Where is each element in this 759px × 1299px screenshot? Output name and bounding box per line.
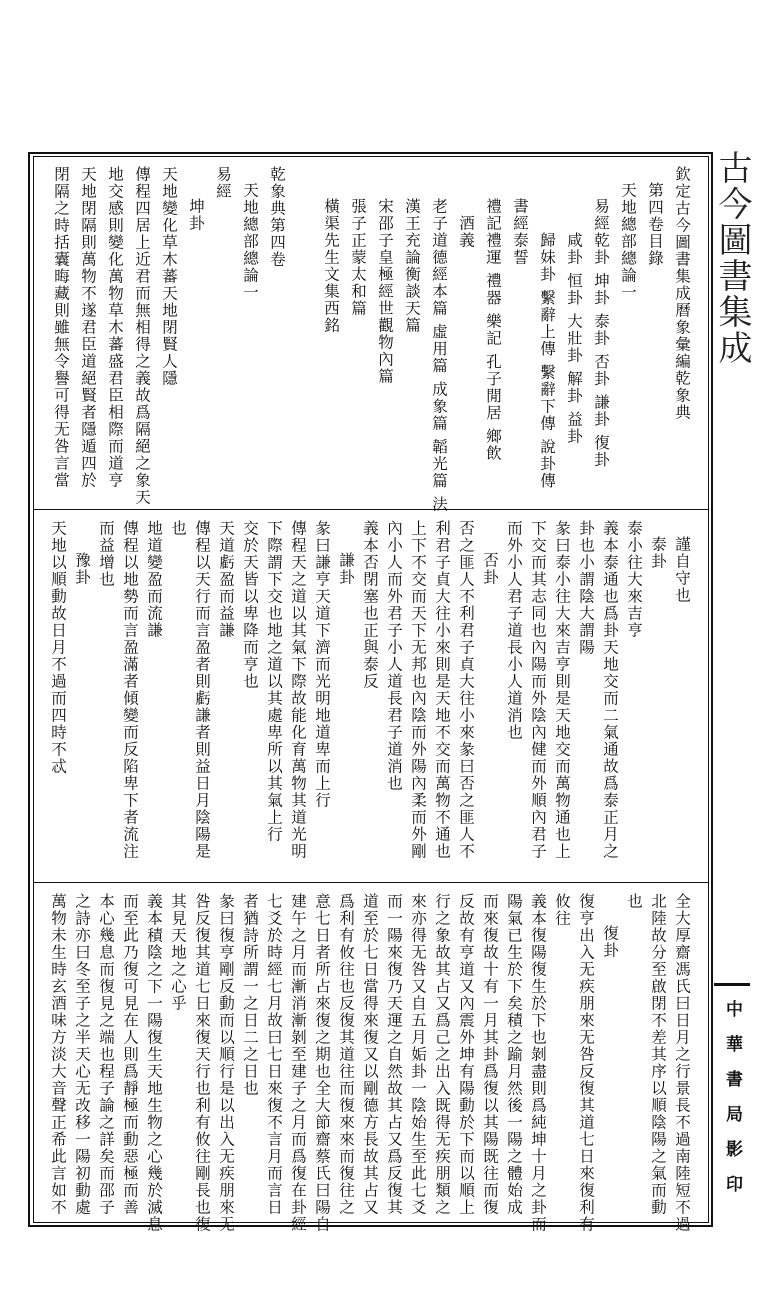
text-column: 酒義 [457,198,475,249]
text-column: 坤卦 [187,198,205,232]
text-column: 本心幾息而復見之端也程子論之詳矣而邵子 [97,893,115,1216]
text-column: 老子道德經本篇 虛用篇 成象篇 韜光篇 法 [430,198,448,513]
text-column: 北陸故分至啟閉不差其序以順陰陽之氣而動 [649,893,667,1216]
text-column: 橫渠先生文集西銘 [322,198,340,334]
spine-title: 古今圖書集成 [712,150,752,366]
publisher-char: 華 [722,1035,742,1070]
text-column: 閉隔之時括囊晦藏則雖無令譽可得无咎言當 [52,166,70,489]
text-column: 天道虧盈而益謙 [217,520,235,639]
text-column: 易經乾卦 坤卦 泰卦 否卦 謙卦 復卦 [592,198,610,469]
text-column: 第四卷目錄 [646,182,664,267]
text-column: 否之匪人不利君子貞大往小來彖曰否之匪人不 [457,520,475,860]
text-column: 利君子貞大往小來則是天地不交而萬物不通也 [433,520,451,860]
text-column: 地道變盈而流謙 [145,520,163,639]
text-column: 宋邵子皇極經世觀物內篇 [376,198,394,385]
text-column: 傳程以天行而言盈者則虧謙者則益日月陰陽是 [193,520,211,860]
text-column: 道至於七日當得來復又以剛德方長故其占又 [361,893,379,1216]
text-column: 也 [169,520,187,537]
text-column: 爲利有攸往也反復其道往而復來來而復往之 [337,893,355,1216]
text-column: 全大厚齋馮氏曰日月之行景長不過南陸短不過 [673,893,691,1233]
text-column: 萬物未生時玄酒味方淡大音聲正希此言如不 [49,893,67,1216]
text-column: 天地閉隔則萬物不遂君臣道絕賢者隱遁四於 [79,166,97,489]
text-column: 天地總部總論一 [241,182,259,301]
text-column: 彖曰泰小往大來吉亨則是天地交而萬物通也上 [553,520,571,860]
text-column: 交於天皆以卑降而亨也 [241,520,259,690]
text-column: 反故有亨道又內震外坤有陽動於下而以順上 [457,893,475,1216]
text-column: 義本泰通也爲卦天地交而二氣通故爲泰正月之 [601,520,619,860]
text-column: 天地以順動故日月不過而四時不忒 [49,520,67,775]
text-column: 書經泰誓 [511,198,529,266]
panel-middle [44,520,692,876]
text-column [287,166,314,502]
publisher-mark [717,1000,745,1210]
text-column: 漢王充論衡談天篇 [403,198,421,334]
text-column: 而外小人君子道長小人道消也 [505,520,523,741]
text-column: 地交感則變化萬物草木蕃盛君臣相際而道亨 [106,166,124,489]
text-column: 咎反復其道七日來復天行也利有攸往剛長也復 [193,893,211,1233]
panel-bottom [44,893,692,1233]
text-column: 泰卦 [649,536,667,570]
text-column: 意七日者所占來復之期也全大節齋蔡氏曰陽自 [313,893,331,1233]
text-column: 謹自守也 [673,536,691,604]
text-column: 欽定古今圖書集成曆象彙編乾象典 [673,166,691,421]
text-column: 易經 [214,166,232,200]
text-column: 傳程以地勢而言盈滿者傾變而反陷卑下者流注 [121,520,139,860]
text-column: 義本否閉塞也正與泰反 [361,520,379,690]
text-column: 其見天地之心乎 [169,893,187,1012]
text-column: 豫卦 [73,552,91,586]
publisher-char: 印 [722,1175,742,1210]
text-column: 張子正蒙太和篇 [349,198,367,317]
text-column: 內小人而外君子小人道長君子道消也 [385,520,403,792]
text-column: 復亨出入无疾朋來无咎反復其道七日來復利有 [577,893,595,1233]
text-column: 而至此乃復可見在人則爲靜極而動惡極而善 [121,893,139,1216]
text-column: 乾象典第四卷 [268,166,286,268]
text-column: 彖曰復亨剛反動而以順行是以出入无疾朋來无 [217,893,235,1233]
text-column: 建午之月而漸消漸剝至建子之月而爲復在卦經 [289,893,307,1233]
publisher-char: 局 [722,1105,742,1140]
panel-divider-lower [33,882,709,883]
text-column: 七爻於時經七月故曰七日來復不言月而言日 [265,893,283,1216]
publisher-rule [714,983,750,986]
text-column: 彖曰謙亨天道下濟而光明地道卑而上行 [313,520,331,809]
text-column: 義本積陰之下一陽復生天地生物之心幾於滅息 [145,893,163,1233]
text-column: 卦也小謂陰大謂陽 [577,520,595,656]
text-column: 陽氣已生於下矣積之踰月然後一陽之體始成 [505,893,523,1216]
text-column: 也 [625,893,643,910]
panel-divider-upper [33,509,709,510]
text-column: 傳程天之道以其氣下際故能化育萬物其道光明 [289,520,307,860]
text-column: 下際謂下交也地之道以其處卑所以其氣上行 [265,520,283,843]
text-column: 天地總部總論一 [619,182,637,301]
publisher-char: 影 [722,1140,742,1175]
text-column: 義本復陽復生於下也剝盡則爲純坤十月之卦而 [529,893,547,1233]
text-column: 禮記禮運 禮器 樂記 孔子閒居 鄉飲 [484,198,502,462]
text-column: 而益增也 [97,520,115,588]
text-column: 天地變化草木蕃天地閉賢人隱 [160,166,178,387]
text-column: 下交而其志同也內陽而外陰內健而外順內君子 [529,520,547,860]
text-column: 而來復故十有一月其卦爲復以其陽既往而復 [481,893,499,1216]
text-column: 復卦 [601,925,619,959]
text-column: 行之象故其占又爲己之出入既得无疾朋類之 [433,893,451,1216]
panel-top [44,166,692,513]
text-column: 歸妹卦 繫辭上傳 繫辭下傳 說卦傳 [538,198,556,490]
text-column: 攸往 [553,893,571,927]
text-column: 謙卦 [337,552,355,586]
publisher-char: 書 [722,1070,742,1105]
text-column: 來亦得无咎又自五月姤卦一陰始生至此七爻 [409,893,427,1216]
text-column: 者猶詩所謂一之日二之日也 [241,893,259,1097]
publisher-char: 中 [722,1000,742,1035]
text-column: 上下不交而天下无邦也內陰而外陽內柔而外剛 [409,520,427,860]
text-column: 咸卦 恒卦 大壯卦 解卦 益卦 [565,198,583,445]
text-column: 否卦 [481,552,499,586]
text-column: 泰小往大來吉亨 [625,520,643,639]
text-column: 之詩亦曰冬至子之半天心无改移一陽初動處 [73,893,91,1216]
text-column: 傳程四居上近君而無相得之義故爲隔絕之象天 [133,166,151,506]
text-column: 而一陽來復乃天運之自然故其占又爲反復其 [385,893,403,1216]
